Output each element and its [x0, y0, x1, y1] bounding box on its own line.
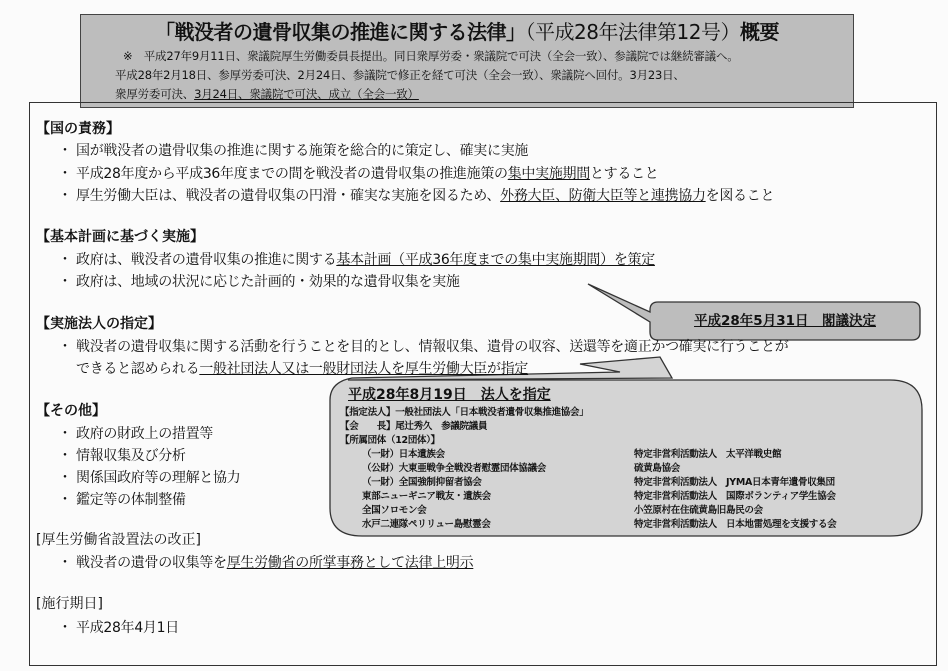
item-text: 平成28年度から平成36年度までの間を戦没者の遺骨収集の推進施策の: [76, 166, 508, 182]
list-item: [58, 467, 240, 487]
bullet-mark: ・: [58, 143, 72, 159]
callout-designation-title: 平成28年8月19日 法人を指定: [348, 387, 551, 403]
item-text: 戦没者の遺骨収集に関する活動を行うことを目的とし、情報収集、遺骨の収容、送還等を適正かつ確実に行うことが: [76, 339, 789, 355]
bullet-mark: ・: [58, 339, 72, 355]
title-suffix: 概要: [739, 20, 779, 44]
callout-decision-text: 平成28年5月31日 閣議決定: [694, 313, 876, 329]
title-note-line3a: 衆厚労委可決、: [115, 87, 195, 101]
list-item: [58, 445, 186, 465]
item-text-underlined: 外務大臣、防衛大臣等と連携協力: [500, 188, 706, 204]
member-group: 特定非営利活動法人 国際ボランティア学生協会: [634, 491, 836, 502]
heading-national-duty: 【国の責務】: [36, 121, 120, 137]
list-item: [58, 163, 658, 183]
bullet-mark: ・: [58, 620, 72, 636]
list-item: [58, 249, 655, 269]
heading-designation: 【実施法人の指定】: [36, 316, 162, 332]
member-group: 東部ニューギニア戦友・遺族会: [362, 491, 491, 502]
list-item: [58, 185, 774, 205]
item-text-underlined: 厚生労働省の所掌事務として法律上明示: [226, 555, 474, 571]
item-text: 戦没者の遺骨の収集等を: [76, 555, 227, 571]
bullet-mark: ・: [58, 166, 72, 182]
item-text: 政府の財政上の措置等: [76, 426, 213, 442]
member-group: 特定非営利活動法人 JYMA日本青年遺骨収集団: [634, 477, 835, 488]
item-text: 政府は、地域の状況に応じた計画的・効果的な遺骨収集を実施: [76, 274, 460, 290]
list-item: [58, 140, 528, 160]
list-item: [58, 617, 179, 637]
title-law-number: （平成28年法律第12号）: [525, 20, 740, 44]
title-note-line2: 平成28年2月18日、参厚労委可決、2月24日、参議院で修正を経て可決（全会一致）、衆議院へ回付。3月23日、: [115, 68, 685, 82]
member-group: 水戸二連隊ペリリュー島慰霊会: [362, 519, 491, 530]
title-main: 「戦没者の遺骨収集の推進に関する法律」: [155, 20, 526, 44]
list-item: [58, 271, 460, 291]
member-group: 特定非営利活動法人 日本地雷処理を支援する会: [634, 519, 837, 530]
bullet-mark: ・: [58, 555, 72, 571]
item-text: 政府は、戦没者の遺骨収集の推進に関する: [76, 252, 337, 268]
bullet-mark: ・: [58, 252, 72, 268]
bullet-mark: ・: [58, 470, 72, 486]
list-item: [58, 489, 186, 509]
member-group: 小笠原村在住硫黄島旧島民の会: [634, 505, 763, 516]
heading-other: 【その他】: [36, 403, 106, 419]
title-note-line1: ※ 平成27年9月11日、衆議院厚生労働委員長提出。同日衆厚労委・衆議院で可決（全会一致）、参議院では継続審議へ。: [123, 49, 739, 63]
item-text-underlined: 一般社団法人又は一般財団法人を厚生労働大臣が指定: [199, 361, 529, 377]
bullet-mark: ・: [58, 426, 72, 442]
item-text: 国が戦没者の遺骨収集の推進に関する施策を総合的に策定し、確実に実施: [76, 143, 529, 159]
heading-mhlw-law: [厚生労働省設置法の改正]: [36, 532, 201, 548]
bullet-mark: ・: [58, 492, 72, 508]
item-text: できると認められる: [76, 361, 200, 377]
item-text: とすること: [589, 166, 659, 182]
item-text-underlined: 基本計画（平成36年度までの集中実施期間）を策定: [336, 252, 655, 268]
item-text: 平成28年4月1日: [76, 620, 179, 636]
item-text: を図ること: [705, 188, 775, 204]
list-item: [58, 336, 788, 356]
item-text: 情報収集及び分析: [76, 448, 186, 464]
member-group: （一財）全国強制抑留者協会: [362, 477, 482, 488]
designated-corporation: 【指定法人】一般社団法人「日本戦没者遺骨収集推進協会」: [340, 407, 589, 418]
list-item-continuation: [76, 358, 528, 378]
bullet-mark: ・: [58, 188, 72, 204]
member-group: （一財）日本遺族会: [362, 449, 445, 460]
item-text: 関係国政府等の理解と協力: [76, 470, 241, 486]
item-text-underlined: 集中実施期間: [507, 166, 590, 182]
heading-basic-plan: 【基本計画に基づく実施】: [36, 229, 204, 245]
item-text: 鑑定等の体制整備: [76, 492, 186, 508]
item-text: 厚生労働大臣は、戦没者の遺骨収集の円滑・確実な実施を図るため、: [76, 188, 501, 204]
member-group: 硫黄島協会: [634, 463, 681, 474]
member-groups-heading: 【所属団体（12団体）】: [340, 435, 440, 446]
heading-effective-date: [施行期日]: [36, 596, 103, 612]
list-item: [58, 552, 473, 572]
member-group: （公財）大東亜戦争全戦没者慰霊団体協議会: [362, 463, 547, 474]
chairperson: 【会 長】尾辻秀久 参議院議員: [340, 421, 488, 432]
member-group: 全国ソロモン会: [362, 505, 427, 516]
member-group: 特定非営利活動法人 太平洋戦史館: [634, 449, 782, 460]
title-note-line3b: 3月24日、衆議院で可決、成立（全会一致）: [194, 87, 419, 101]
bullet-mark: ・: [58, 274, 72, 290]
bullet-mark: ・: [58, 448, 72, 464]
list-item: [58, 423, 213, 443]
